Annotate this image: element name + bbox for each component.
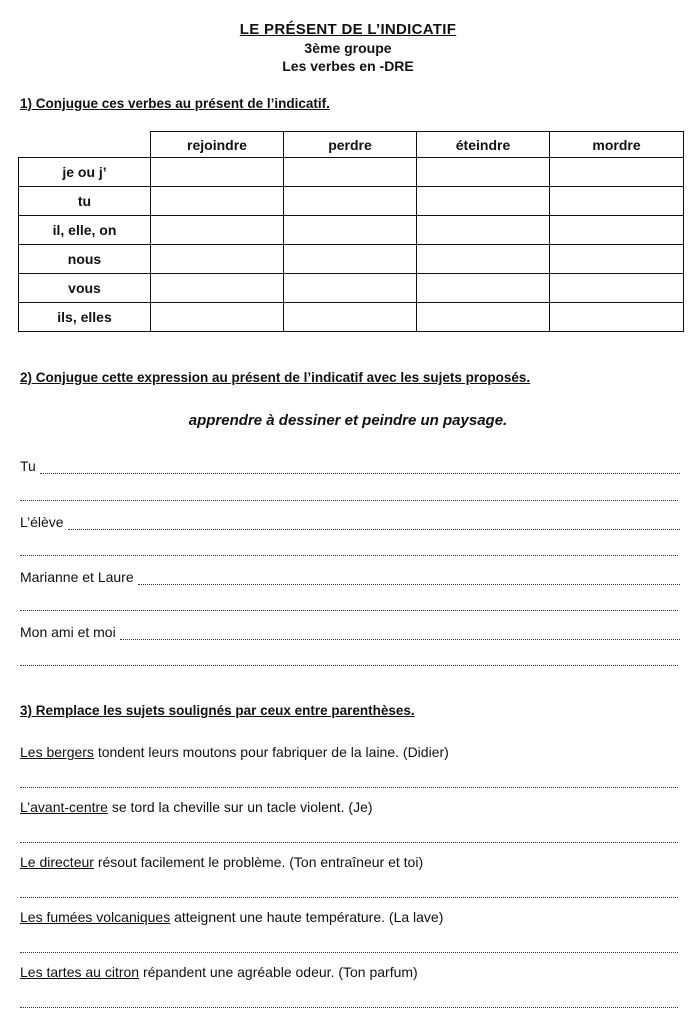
- sentence-rest: se tord la cheville sur un tacle violent. (Je): [107, 799, 373, 815]
- subject-label: L’élève: [20, 514, 64, 530]
- group-label: 3ème groupe: [304, 40, 392, 56]
- underlined-subject: Les bergers: [20, 744, 94, 760]
- answer-cell[interactable]: [151, 187, 284, 216]
- answer-cell[interactable]: [151, 274, 284, 303]
- table-row: [19, 187, 684, 216]
- exercise-1-instruction: 1) Conjugue ces verbes au présent de l’indicatif.: [20, 96, 330, 111]
- answer-cell[interactable]: [550, 245, 684, 274]
- sentence-rest: résout facilement le problème. (Ton entraîneur et toi): [93, 854, 424, 870]
- answer-cell[interactable]: [284, 245, 417, 274]
- underlined-subject: Les fumées volcaniques: [20, 909, 171, 925]
- answer-cell[interactable]: [151, 216, 284, 245]
- answer-line: [20, 620, 680, 640]
- table-header-row: [19, 132, 684, 158]
- dotted-line[interactable]: [20, 881, 678, 898]
- pronoun-cell: tu: [19, 187, 151, 216]
- underlined-subject: Les tartes au citron: [20, 964, 140, 980]
- answer-cell[interactable]: [550, 303, 684, 332]
- expression-text: apprendre à dessiner et peindre un paysage.: [188, 412, 508, 429]
- verb-header: mordre: [550, 132, 684, 158]
- answer-cell[interactable]: [550, 274, 684, 303]
- answer-cell[interactable]: [417, 245, 550, 274]
- table-row: [19, 274, 684, 303]
- dotted-line[interactable]: [20, 649, 678, 666]
- page-title: LE PRÉSENT DE L’INDICATIF: [239, 21, 457, 38]
- verb-header: perdre: [284, 132, 417, 158]
- answer-cell[interactable]: [417, 187, 550, 216]
- answer-cell[interactable]: [417, 216, 550, 245]
- verb-header: éteindre: [417, 132, 550, 158]
- answer-cell[interactable]: [284, 303, 417, 332]
- answer-cell[interactable]: [550, 216, 684, 245]
- underlined-subject: Le directeur: [20, 854, 94, 870]
- answer-cell[interactable]: [151, 245, 284, 274]
- answer-line: [20, 454, 680, 474]
- dotted-line[interactable]: [40, 457, 680, 474]
- verb-header: rejoindre: [151, 132, 284, 158]
- answer-cell[interactable]: [417, 274, 550, 303]
- answer-cell[interactable]: [550, 158, 684, 187]
- dotted-line[interactable]: [20, 594, 678, 611]
- underlined-subject: L’avant-centre: [20, 799, 108, 815]
- answer-cell[interactable]: [151, 158, 284, 187]
- sentence-rest: atteignent une haute température. (La lave): [170, 909, 444, 925]
- page-header: [0, 20, 696, 75]
- dotted-line[interactable]: [20, 936, 678, 953]
- pronoun-cell: nous: [19, 245, 151, 274]
- sentence: [20, 909, 443, 925]
- sentence: [20, 799, 373, 815]
- table-row: [19, 303, 684, 332]
- sentence: [20, 854, 423, 870]
- pronoun-cell: vous: [19, 274, 151, 303]
- sentence: [20, 964, 418, 980]
- table-row: [19, 216, 684, 245]
- answer-cell[interactable]: [284, 216, 417, 245]
- dotted-line[interactable]: [20, 539, 678, 556]
- dotted-line[interactable]: [20, 771, 678, 788]
- pronoun-cell: je ou j’: [19, 158, 151, 187]
- exercise-2-instruction: 2) Conjugue cette expression au présent de l’indicatif avec les sujets proposés.: [20, 370, 531, 385]
- answer-cell[interactable]: [284, 158, 417, 187]
- answer-line: [20, 565, 680, 585]
- table-row: [19, 245, 684, 274]
- sentence: [20, 744, 449, 760]
- answer-cell[interactable]: [151, 303, 284, 332]
- dotted-line[interactable]: [120, 623, 680, 640]
- answer-cell[interactable]: [417, 303, 550, 332]
- answer-cell[interactable]: [550, 187, 684, 216]
- dotted-line[interactable]: [20, 991, 678, 1008]
- answer-line: [20, 510, 680, 530]
- answer-cell[interactable]: [417, 158, 550, 187]
- table-row: [19, 158, 684, 187]
- sentence-rest: tondent leurs moutons pour fabriquer de la laine. (Didier): [93, 744, 449, 760]
- table-corner: [19, 132, 151, 158]
- dotted-line[interactable]: [138, 568, 680, 585]
- page-subtitle: Les verbes en -DRE: [282, 58, 414, 74]
- subject-label: Tu: [20, 458, 36, 474]
- dotted-line[interactable]: [20, 826, 678, 843]
- conjugation-table: [18, 131, 684, 332]
- dotted-line[interactable]: [20, 484, 678, 501]
- pronoun-cell: il, elle, on: [19, 216, 151, 245]
- exercise-3-instruction: 3) Remplace les sujets soulignés par ceux entre parenthèses.: [20, 703, 415, 718]
- subject-label: Marianne et Laure: [20, 569, 134, 585]
- answer-cell[interactable]: [284, 274, 417, 303]
- dotted-line[interactable]: [68, 513, 680, 530]
- subject-label: Mon ami et moi: [20, 624, 116, 640]
- pronoun-cell: ils, elles: [19, 303, 151, 332]
- sentence-rest: répandent une agréable odeur. (Ton parfum): [139, 964, 418, 980]
- answer-cell[interactable]: [284, 187, 417, 216]
